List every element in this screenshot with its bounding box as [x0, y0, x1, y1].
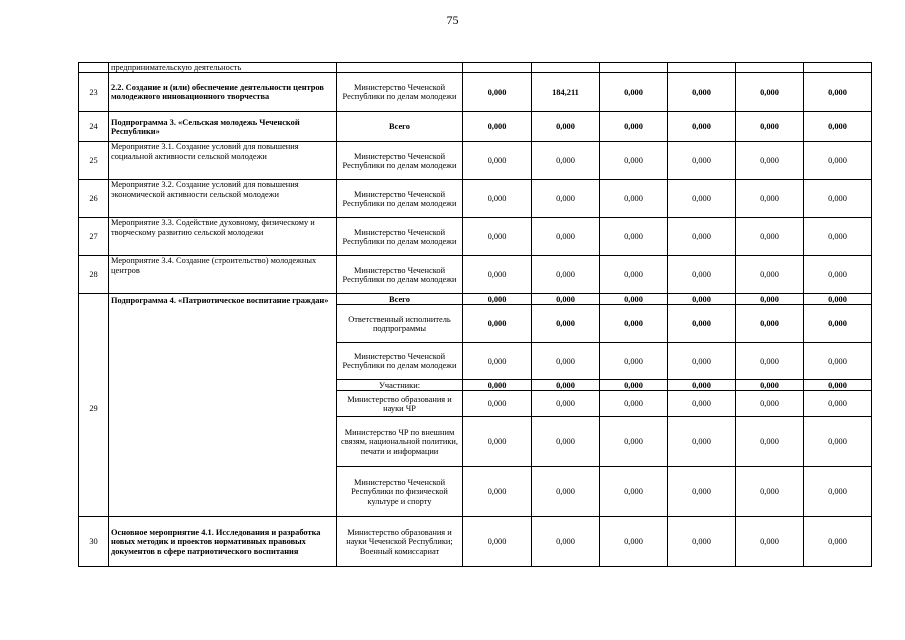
value-cell: 0,000 — [804, 517, 872, 567]
executor-cell: Министерство Чеченской Республики по делам молодежи — [337, 256, 463, 294]
executor-cell: Министерство образования и науки Чеченской Республики; Военный комиссариат — [337, 517, 463, 567]
table-row — [79, 112, 872, 142]
value-cell: 0,000 — [600, 256, 668, 294]
value-cell: 0,000 — [600, 218, 668, 256]
row-number-cell — [79, 63, 109, 73]
value-cell: 0,000 — [668, 218, 736, 256]
value-cell: 0,000 — [804, 380, 872, 391]
value-cell: 0,000 — [736, 112, 804, 142]
executor-cell: Министерство Чеченской Республики по делам молодежи — [337, 343, 463, 380]
value-cell: 0,000 — [804, 180, 872, 218]
value-cell: 0,000 — [804, 218, 872, 256]
value-cell: 0,000 — [668, 467, 736, 517]
table-row — [79, 256, 872, 294]
value-cell: 0,000 — [668, 517, 736, 567]
value-cell: 0,000 — [463, 343, 532, 380]
table-row — [79, 218, 872, 256]
value-cell: 0,000 — [736, 391, 804, 417]
value-cell: 0,000 — [532, 218, 600, 256]
value-cell: 0,000 — [463, 142, 532, 180]
table-row — [79, 294, 872, 305]
value-cell — [668, 63, 736, 73]
value-cell: 0,000 — [736, 517, 804, 567]
value-cell: 0,000 — [804, 294, 872, 305]
row-number-cell: 26 — [79, 180, 109, 218]
value-cell: 0,000 — [532, 391, 600, 417]
table-row — [79, 517, 872, 567]
value-cell: 0,000 — [532, 380, 600, 391]
value-cell: 0,000 — [463, 218, 532, 256]
activity-name-cell: Основное мероприятие 4.1. Исследования и разработка новых методик и проектов нормативных правовых документов в сфере патриотического воспитания — [109, 517, 337, 567]
row-number-cell: 28 — [79, 256, 109, 294]
value-cell: 184,211 — [532, 73, 600, 112]
value-cell: 0,000 — [736, 73, 804, 112]
value-cell: 0,000 — [532, 417, 600, 467]
value-cell: 0,000 — [600, 294, 668, 305]
row-number-cell: 29 — [79, 294, 109, 517]
value-cell: 0,000 — [668, 142, 736, 180]
value-cell: 0,000 — [804, 142, 872, 180]
value-cell: 0,000 — [532, 467, 600, 517]
value-cell: 0,000 — [668, 305, 736, 343]
value-cell: 0,000 — [804, 391, 872, 417]
value-cell: 0,000 — [736, 380, 804, 391]
row-number-cell: 30 — [79, 517, 109, 567]
value-cell: 0,000 — [600, 467, 668, 517]
value-cell: 0,000 — [668, 180, 736, 218]
activity-name-cell: Мероприятие 3.3. Содействие духовному, физическому и творческому развитию сельской молодежи — [109, 218, 337, 256]
value-cell: 0,000 — [668, 112, 736, 142]
value-cell — [804, 63, 872, 73]
value-cell: 0,000 — [463, 73, 532, 112]
value-cell — [736, 63, 804, 73]
value-cell: 0,000 — [532, 294, 600, 305]
value-cell: 0,000 — [463, 380, 532, 391]
value-cell: 0,000 — [463, 294, 532, 305]
value-cell: 0,000 — [532, 305, 600, 343]
value-cell: 0,000 — [668, 294, 736, 305]
value-cell: 0,000 — [532, 256, 600, 294]
activity-name-cell: Мероприятие 3.1. Создание условий для повышения социальной активности сельской молодежи — [109, 142, 337, 180]
value-cell: 0,000 — [463, 256, 532, 294]
value-cell: 0,000 — [600, 180, 668, 218]
executor-cell: Ответственный исполнитель подпрограммы — [337, 305, 463, 343]
executor-cell: Министерство ЧР по внешним связям, национальной политики, печати и информации — [337, 417, 463, 467]
value-cell: 0,000 — [532, 517, 600, 567]
executor-cell: Участники: — [337, 380, 463, 391]
executor-cell: Министерство Чеченской Республики по делам молодежи — [337, 142, 463, 180]
value-cell — [532, 63, 600, 73]
value-cell: 0,000 — [804, 417, 872, 467]
value-cell: 0,000 — [463, 417, 532, 467]
value-cell: 0,000 — [600, 112, 668, 142]
subprogram-name-cell: Подпрограмма 3. «Сельская молодежь Чеченской Республики» — [109, 112, 337, 142]
executor-cell: Всего — [337, 112, 463, 142]
value-cell: 0,000 — [736, 218, 804, 256]
value-cell: 0,000 — [600, 142, 668, 180]
value-cell: 0,000 — [668, 256, 736, 294]
row-number-cell: 25 — [79, 142, 109, 180]
value-cell: 0,000 — [668, 343, 736, 380]
value-cell: 0,000 — [804, 112, 872, 142]
executor-cell: Министерство Чеченской Республики по делам молодежи — [337, 218, 463, 256]
value-cell: 0,000 — [463, 112, 532, 142]
value-cell: 0,000 — [463, 180, 532, 218]
value-cell: 0,000 — [463, 517, 532, 567]
value-cell: 0,000 — [600, 73, 668, 112]
value-cell: 0,000 — [736, 343, 804, 380]
table-row — [79, 73, 872, 112]
table-row — [79, 142, 872, 180]
activity-name-cell: Мероприятие 3.2. Создание условий для повышения экономической активности сельской молодежи — [109, 180, 337, 218]
value-cell: 0,000 — [600, 391, 668, 417]
value-cell: 0,000 — [736, 467, 804, 517]
subprogram-name-cell: Подпрограмма 4. «Патриотическое воспитание граждан» — [109, 294, 337, 517]
value-cell: 0,000 — [600, 417, 668, 467]
activity-name-cell: Мероприятие 3.4. Создание (строительство) молодежных центров — [109, 256, 337, 294]
activity-name-cell: предпринимательскую деятельность — [109, 63, 337, 73]
value-cell: 0,000 — [804, 73, 872, 112]
page-number: 75 — [446, 13, 459, 27]
value-cell: 0,000 — [463, 391, 532, 417]
executor-cell: Всего — [337, 294, 463, 305]
value-cell: 0,000 — [736, 305, 804, 343]
executor-cell: Министерство образования и науки ЧР — [337, 391, 463, 417]
value-cell: 0,000 — [600, 517, 668, 567]
activity-name-cell: 2.2. Создание и (или) обеспечение деятельности центров молодежного инновационного творчества — [109, 73, 337, 112]
value-cell: 0,000 — [736, 142, 804, 180]
executor-cell: Министерство Чеченской Республики по делам молодежи — [337, 73, 463, 112]
value-cell — [463, 63, 532, 73]
executor-cell: Министерство Чеченской Республики по делам молодежи — [337, 180, 463, 218]
value-cell: 0,000 — [600, 305, 668, 343]
value-cell: 0,000 — [668, 417, 736, 467]
value-cell: 0,000 — [463, 467, 532, 517]
value-cell: 0,000 — [668, 380, 736, 391]
value-cell: 0,000 — [463, 305, 532, 343]
row-number-cell: 24 — [79, 112, 109, 142]
value-cell: 0,000 — [668, 73, 736, 112]
value-cell: 0,000 — [532, 142, 600, 180]
value-cell: 0,000 — [736, 417, 804, 467]
row-number-cell: 23 — [79, 73, 109, 112]
executor-cell: Министерство Чеченской Республики по физической культуре и спорту — [337, 467, 463, 517]
value-cell: 0,000 — [600, 380, 668, 391]
value-cell: 0,000 — [532, 343, 600, 380]
value-cell: 0,000 — [736, 256, 804, 294]
value-cell: 0,000 — [804, 256, 872, 294]
row-number-cell: 27 — [79, 218, 109, 256]
executor-cell — [337, 63, 463, 73]
budget-table — [78, 62, 872, 567]
value-cell — [600, 63, 668, 73]
value-cell: 0,000 — [600, 343, 668, 380]
value-cell: 0,000 — [532, 180, 600, 218]
value-cell: 0,000 — [804, 467, 872, 517]
table-row — [79, 63, 872, 73]
value-cell: 0,000 — [532, 112, 600, 142]
value-cell: 0,000 — [804, 343, 872, 380]
value-cell: 0,000 — [736, 180, 804, 218]
value-cell: 0,000 — [736, 294, 804, 305]
value-cell: 0,000 — [668, 391, 736, 417]
value-cell: 0,000 — [804, 305, 872, 343]
table-row — [79, 180, 872, 218]
